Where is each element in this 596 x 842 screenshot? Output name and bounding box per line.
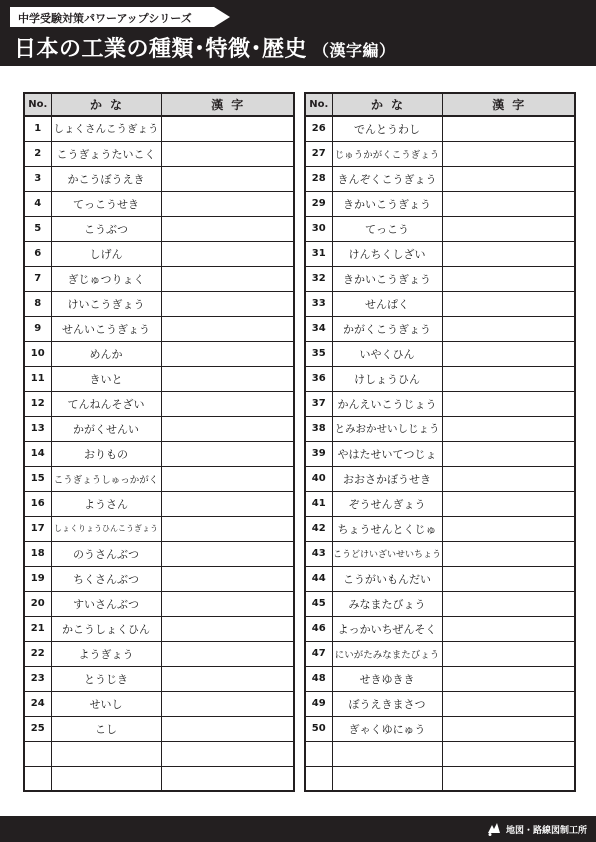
kana-reading: けしょうひん [332,366,442,391]
kana-reading: おおさかぼうせき [332,466,442,491]
kanji-answer-cell[interactable] [161,641,294,666]
item-number: 34 [305,316,332,341]
table-row [305,416,575,441]
word-table-left [23,92,295,792]
table-row [305,691,575,716]
table-row [24,341,294,366]
item-number: 38 [305,416,332,441]
table-row [305,766,575,791]
kana-reading: かがくせんい [51,416,161,441]
item-number: 15 [24,466,51,491]
item-number: 22 [24,641,51,666]
kana-reading: こし [51,716,161,741]
kanji-answer-cell[interactable] [442,741,575,766]
item-number: 41 [305,491,332,516]
table-row [305,266,575,291]
kana-reading: こうぶつ [51,216,161,241]
table-row [305,741,575,766]
word-table-right [304,92,576,792]
item-number: 47 [305,641,332,666]
table-row [24,141,294,166]
kana-reading: すいさんぶつ [51,591,161,616]
table-row [305,466,575,491]
kanji-answer-cell[interactable] [442,216,575,241]
kanji-answer-cell[interactable] [442,366,575,391]
table-row [24,466,294,491]
col-header-no: No. [24,93,51,116]
kana-reading: こうぎょうしゅっかがく [51,466,161,491]
kanji-answer-cell[interactable] [161,141,294,166]
kanji-answer-cell[interactable] [161,541,294,566]
table-row [305,491,575,516]
kana-reading: しげん [51,241,161,266]
page-title [14,32,396,63]
kanji-answer-cell[interactable] [161,366,294,391]
kana-reading: てっこうせき [51,191,161,216]
kana-reading: よっかいちぜんそく [332,616,442,641]
table-row [305,291,575,316]
item-number: 3 [24,166,51,191]
item-number: 2 [24,141,51,166]
kanji-answer-cell[interactable] [161,241,294,266]
table-row [305,216,575,241]
kanji-answer-cell[interactable] [161,716,294,741]
item-number: 35 [305,341,332,366]
kanji-answer-cell[interactable] [442,591,575,616]
kanji-answer-cell[interactable] [161,116,294,141]
brand-mark-icon [486,821,502,837]
kanji-answer-cell[interactable] [442,516,575,541]
kana-reading: きんぞくこうぎょう [332,166,442,191]
item-number [24,766,51,791]
item-number: 4 [24,191,51,216]
kana-reading: せきゆきき [332,666,442,691]
table-row [305,616,575,641]
kanji-answer-cell[interactable] [442,541,575,566]
kana-reading: ぎゃくゆにゅう [332,716,442,741]
col-header-kana: かな [51,93,161,116]
table-row [24,516,294,541]
kanji-answer-cell[interactable] [161,341,294,366]
kana-reading: せんいこうぎょう [51,316,161,341]
kana-reading: きいと [51,366,161,391]
item-number [24,741,51,766]
publisher-name: 地図・路線図制工所 [506,826,588,836]
item-number: 20 [24,591,51,616]
item-number: 5 [24,216,51,241]
kanji-answer-cell[interactable] [161,516,294,541]
kanji-answer-cell[interactable] [442,241,575,266]
table-row [305,391,575,416]
page-header [0,0,596,66]
kanji-answer-cell[interactable] [442,641,575,666]
table-header-row [24,93,294,116]
kana-reading: けんちくしざい [332,241,442,266]
item-number: 32 [305,266,332,291]
table-row [305,191,575,216]
title-main: 日本の工業の種類･特徴･歴史 [14,37,308,62]
table-row [24,416,294,441]
kana-reading: みなまたびょう [332,591,442,616]
table-row [305,441,575,466]
kanji-answer-cell[interactable] [442,391,575,416]
kanji-answer-cell[interactable] [161,166,294,191]
table-row [24,241,294,266]
kanji-answer-cell[interactable] [442,491,575,516]
table-row [305,116,575,141]
item-number: 30 [305,216,332,241]
kanji-answer-cell[interactable] [161,266,294,291]
kanji-answer-cell[interactable] [161,216,294,241]
kanji-answer-cell[interactable] [161,666,294,691]
kanji-answer-cell[interactable] [442,166,575,191]
kana-reading: しょくさんこうぎょう [51,116,161,141]
kana-reading [51,766,161,791]
item-number: 37 [305,391,332,416]
item-number: 18 [24,541,51,566]
table-row [305,566,575,591]
kanji-answer-cell[interactable] [161,566,294,591]
kanji-answer-cell[interactable] [161,691,294,716]
table-row [24,616,294,641]
item-number: 16 [24,491,51,516]
col-header-kanji: 漢字 [161,93,294,116]
table-row [305,641,575,666]
item-number: 10 [24,341,51,366]
kanji-answer-cell[interactable] [161,416,294,441]
table-row [24,766,294,791]
kanji-answer-cell[interactable] [442,191,575,216]
kana-reading: にいがたみなまたびょう [332,641,442,666]
kana-reading: とみおかせいしじょう [332,416,442,441]
kana-reading: こうぎょうたいこく [51,141,161,166]
kana-reading: ちょうせんとくじゅ [332,516,442,541]
page-footer [0,816,596,842]
kanji-answer-cell[interactable] [442,666,575,691]
kana-reading [51,741,161,766]
kanji-answer-cell[interactable] [442,416,575,441]
kanji-answer-cell[interactable] [161,391,294,416]
kana-reading: かがくこうぎょう [332,316,442,341]
item-number: 49 [305,691,332,716]
kanji-answer-cell[interactable] [442,341,575,366]
item-number: 27 [305,141,332,166]
table-row [24,441,294,466]
item-number: 46 [305,616,332,641]
table-row [305,716,575,741]
item-number: 24 [24,691,51,716]
col-header-no: No. [305,93,332,116]
item-number: 9 [24,316,51,341]
table-row [305,166,575,191]
kanji-answer-cell[interactable] [161,616,294,641]
item-number: 7 [24,266,51,291]
table-row [305,541,575,566]
item-number: 13 [24,416,51,441]
kana-reading: ぞうせんぎょう [332,491,442,516]
item-number [305,766,332,791]
kanji-answer-cell[interactable] [161,591,294,616]
item-number: 48 [305,666,332,691]
kanji-answer-cell[interactable] [442,766,575,791]
item-number [305,741,332,766]
item-number: 28 [305,166,332,191]
table-row [24,566,294,591]
kanji-answer-cell[interactable] [442,316,575,341]
item-number: 12 [24,391,51,416]
table-row [24,216,294,241]
kana-reading: てっこう [332,216,442,241]
table-row [24,491,294,516]
item-number: 40 [305,466,332,491]
item-number: 26 [305,116,332,141]
kanji-answer-cell[interactable] [161,441,294,466]
kana-reading: いやくひん [332,341,442,366]
kana-reading: やはたせいてつじょ [332,441,442,466]
table-header-row [305,93,575,116]
item-number: 43 [305,541,332,566]
item-number: 19 [24,566,51,591]
kanji-answer-cell[interactable] [442,716,575,741]
col-header-kanji: 漢字 [442,93,575,116]
series-banner [10,7,230,27]
item-number: 50 [305,716,332,741]
kana-reading: じゅうかがくこうぎょう [332,141,442,166]
table-row [305,591,575,616]
kanji-answer-cell[interactable] [442,141,575,166]
kanji-answer-cell[interactable] [161,191,294,216]
table-row [24,591,294,616]
item-number: 39 [305,441,332,466]
table-row [24,541,294,566]
kana-reading [332,766,442,791]
kana-reading: せんぱく [332,291,442,316]
kana-reading: せいし [51,691,161,716]
kanji-answer-cell[interactable] [442,466,575,491]
item-number: 8 [24,291,51,316]
kana-reading: ぼうえきまさつ [332,691,442,716]
kana-reading: こうどけいざいせいちょう [332,541,442,566]
kana-reading: とうじき [51,666,161,691]
table-row [24,166,294,191]
kanji-answer-cell[interactable] [442,691,575,716]
item-number: 45 [305,591,332,616]
table-row [305,241,575,266]
table-row [24,266,294,291]
kanji-answer-cell[interactable] [161,741,294,766]
kanji-answer-cell[interactable] [161,466,294,491]
item-number: 11 [24,366,51,391]
col-header-kana: かな [332,93,442,116]
table-row [24,391,294,416]
series-name: 中学受験対策パワーアップシリーズ [18,12,192,25]
kanji-answer-cell[interactable] [442,566,575,591]
kana-reading: ようぎょう [51,641,161,666]
table-row [305,516,575,541]
table-row [305,366,575,391]
kana-reading: めんか [51,341,161,366]
table-row [24,116,294,141]
item-number: 14 [24,441,51,466]
kanji-answer-cell[interactable] [442,266,575,291]
kana-reading: てんねんそざい [51,391,161,416]
table-row [24,366,294,391]
item-number: 42 [305,516,332,541]
table-row [24,666,294,691]
item-number: 25 [24,716,51,741]
item-number: 1 [24,116,51,141]
table-row [24,316,294,341]
kanji-answer-cell[interactable] [161,766,294,791]
table-row [305,141,575,166]
table-row [305,666,575,691]
kana-reading: かこうぼうえき [51,166,161,191]
kana-reading: おりもの [51,441,161,466]
item-number: 44 [305,566,332,591]
kana-reading: けいこうぎょう [51,291,161,316]
kanji-answer-cell[interactable] [442,616,575,641]
kana-reading: しょくりょうひんこうぎょう [51,516,161,541]
kana-reading: こうがいもんだい [332,566,442,591]
kanji-answer-cell[interactable] [442,441,575,466]
table-row [24,741,294,766]
kana-reading [332,741,442,766]
item-number: 33 [305,291,332,316]
kanji-answer-cell[interactable] [161,291,294,316]
table-row [24,716,294,741]
kana-reading: のうさんぶつ [51,541,161,566]
item-number: 31 [305,241,332,266]
kanji-answer-cell[interactable] [161,316,294,341]
table-row [24,291,294,316]
kanji-answer-cell[interactable] [442,291,575,316]
kana-reading: ぎじゅつりょく [51,266,161,291]
item-number: 21 [24,616,51,641]
table-row [24,191,294,216]
kana-reading: きかいこうぎょう [332,191,442,216]
table-row [24,691,294,716]
kana-reading: ちくさんぶつ [51,566,161,591]
kana-reading: かんえいこうじょう [332,391,442,416]
kana-reading: きかいこうぎょう [332,266,442,291]
item-number: 6 [24,241,51,266]
table-row [24,641,294,666]
kana-reading: でんとうわし [332,116,442,141]
title-subtitle: （漢字編） [313,41,396,60]
kanji-answer-cell[interactable] [442,116,575,141]
item-number: 29 [305,191,332,216]
item-number: 17 [24,516,51,541]
kanji-answer-cell[interactable] [161,491,294,516]
item-number: 23 [24,666,51,691]
kana-reading: かこうしょくひん [51,616,161,641]
table-row [305,316,575,341]
kana-reading: ようさん [51,491,161,516]
item-number: 36 [305,366,332,391]
table-row [305,341,575,366]
